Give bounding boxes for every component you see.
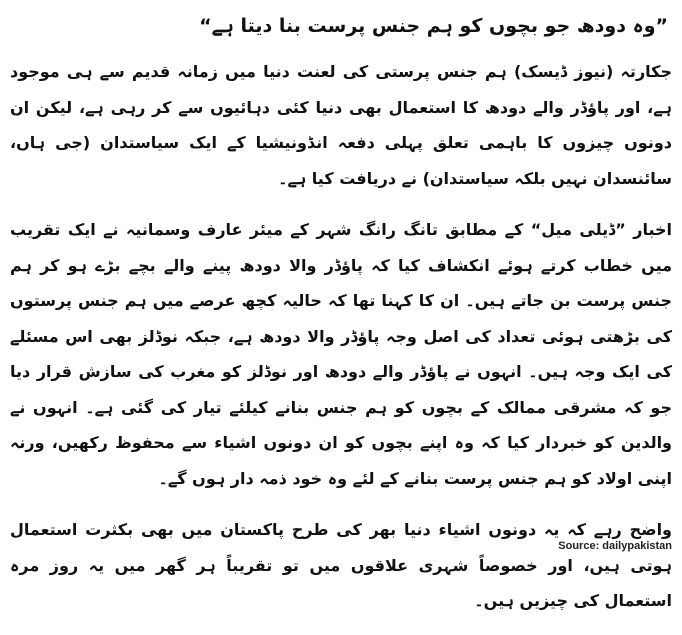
article-paragraph-3: واضح رہے کہ یہ دونوں اشیاء دنیا بھر کی طرح پاکستان میں بھی بکثرت استعمال ہوتی ہیں، اور خصوصاً شہری علاقوں میں تو تقریباً ہر گھر میں یہ روز مرہ استعمال کی چیزیں ہیں۔	[10, 520, 672, 610]
article-paragraph-1: جکارتہ (نیوز ڈیسک) ہم جنس پرستی کی لعنت دنیا میں زمانہ قدیم سے ہی موجود ہے، اور پاؤڈر والے دودھ کا استعمال بھی دنیا کئی دہائیوں سے کر رہی ہے، لیکن ان دونوں چیزوں کا باہمی تعلق پہلی دفعہ انڈونیشیا کے ایک سیاستدان (جی ہاں، سائنسدان نہیں بلکہ سیاستدان) نے دریافت کیا ہے۔	[10, 62, 672, 188]
article-title: ”وہ دودھ جو بچوں کو ہم جنس پرست بنا دیتا ہے“	[199, 15, 668, 37]
source-credit: Source: dailypakistan	[558, 540, 672, 552]
article-paragraph-2: اخبار ”ڈیلی میل“ کے مطابق تانگ رانگ شہر کے میئر عارف وسمانیہ نے ایک تقریب میں خطاب کرتے ہوئے انکشاف کیا کہ پاؤڈر والا دودھ پینے والے بچے بڑے ہو کر ہم جنس پرست بن جاتے ہیں۔ ان کا کہنا تھا کہ حالیہ کچھ عرصے میں ہم جنس پرستوں کی بڑھتی ہوئی تعداد کی اصل وجہ پاؤڈر والا دودھ ہے، جبکہ نوڈلز بھی اس مسئلے کی ایک وجہ ہیں۔ انہوں نے پاؤڈر والے دودھ اور نوڈلز کو مغرب کی سازش قرار دیا جو کہ مشرقی ممالک کے بچوں کو ہم جنس بنانے کیلئے تیار کی گئی ہے۔ انہوں نے والدین کو خبردار کیا کہ وہ اپنے بچوں کو ان دونوں اشیاء سے محفوظ رکھیں، ورنہ اپنی اولاد کو ہم جنس پرست بنانے کے لئے وہ خود ذمہ دار ہوں گے۔	[10, 220, 673, 488]
